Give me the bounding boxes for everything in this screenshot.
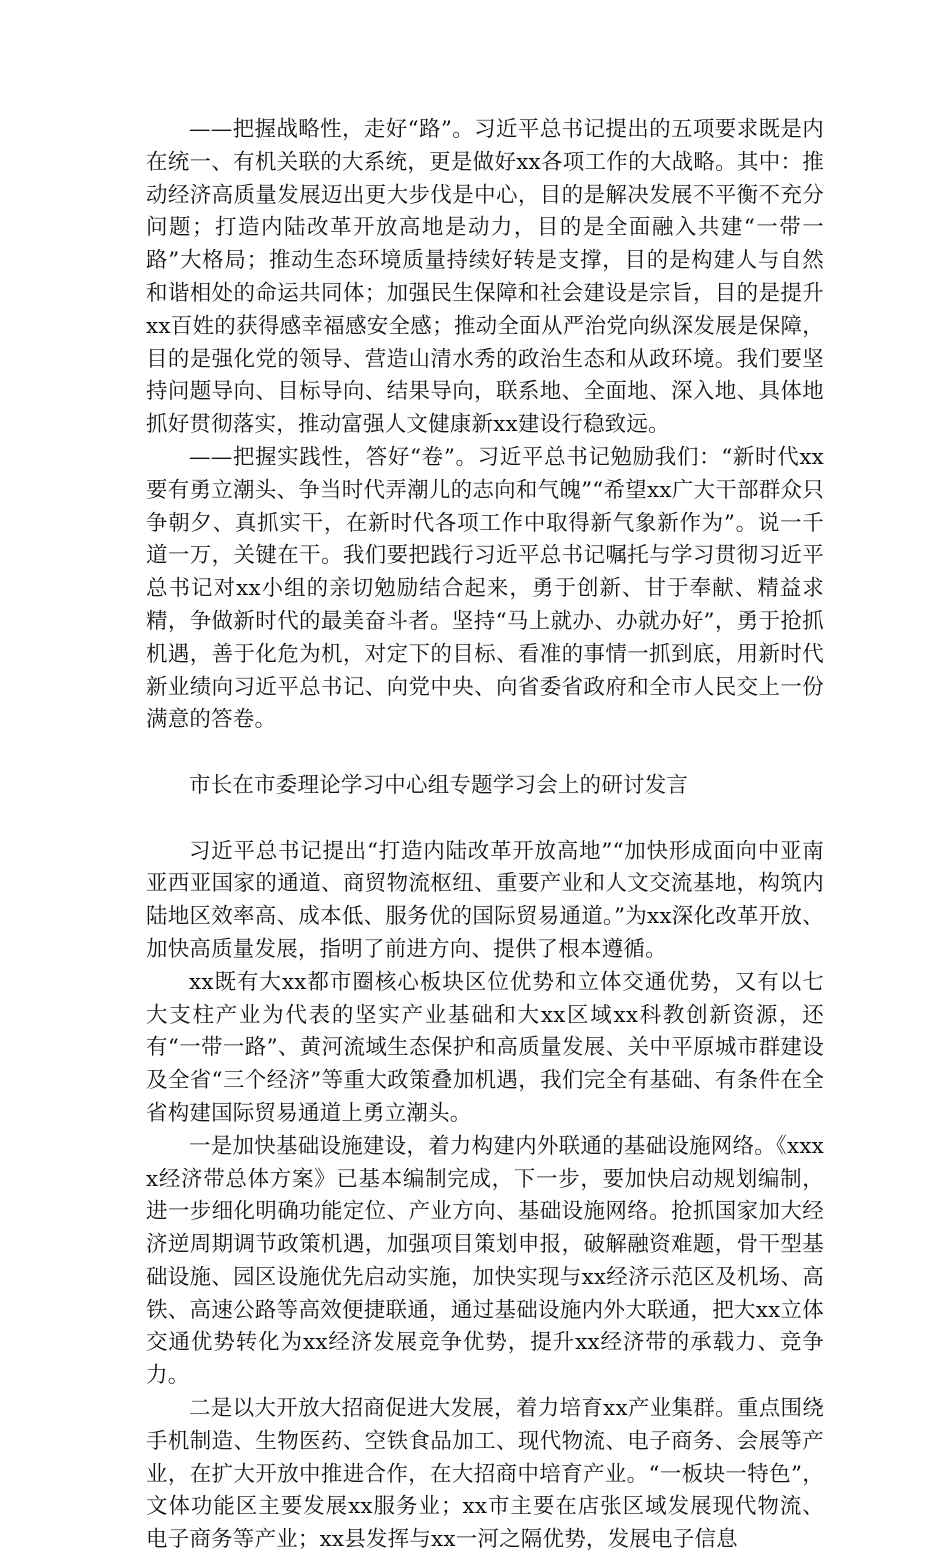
paragraph-strategic: ——把握战略性，走好“路”。习近平总书记提出的五项要求既是内在统一、有机关联的大系统，更是做好xx各项工作的大战略。其中：推动经济高质量发展迈出更大步伐是中心，目的是解决发展不平衡不充分问题；打造内陆改革开放高地是动力，目的是全面融入共建“一带一路”大格局；推动生态环境质量持续好转是支撑，目的是构建人与自然和谐相处的命运共同体；加强民生保障和社会建设是宗旨，目的是提升xx百姓的获得感幸福感安全感；推动全面从严治党向纵深发展是保障，目的是强化党的领导、营造山清水秀的政治生态和从政环境。我们要坚持问题导向、目标导向、结果导向，联系地、全面地、深入地、具体地抓好贯彻落实，推动富强人文健康新xx建设行稳致远。 xyxy=(146,117,824,438)
paragraph-intro: 习近平总书记提出“打造内陆改革开放高地”“加快形成面向中亚南亚西亚国家的通道、商贸物流枢纽、重要产业和人文交流基地，构筑内陆地区效率高、成本低、服务优的国际贸易通道。”为xx深化改革开放、加快高质量发展，指明了前进方向、提供了根本遵循。 xyxy=(146,838,824,962)
paragraph-point-two: 二是以大开放大招商促进大发展，着力培育xx产业集群。重点围绕手机制造、生物医药、空铁食品加工、现代物流、电子商务、会展等产业，在扩大开放中推进合作，在大招商中培育产业。“一板块一特色”，文体功能区主要发展xx服务业；xx市主要在店张区域发展现代物流、电子商务等产业；xx县发挥与xx一河之隔优势，发展电子信息 xyxy=(146,1396,824,1553)
blank-line xyxy=(146,803,824,836)
blank-line xyxy=(146,737,824,770)
paragraph-practical: ——把握实践性，答好“卷”。习近平总书记勉励我们：“新时代xx要有勇立潮头、争当时代弄潮儿的志向和气魄”“希望xx广大干部群众只争朝夕、真抓实干，在新时代各项工作中取得新气象新作为”。说一千道一万，关键在干。我们要把践行习近平总书记嘱托与学习贯彻习近平总书记对xx小组的亲切勉励结合起来，勇于创新、甘于奉献、精益求精，争做新时代的最美奋斗者。坚持“马上就办、办就办好”，勇于抢抓机遇，善于化危为机，对定下的目标、看准的事情一抓到底，用新时代新业绩向习近平总书记、向党中央、向省委省政府和全市人民交上一份满意的答卷。 xyxy=(146,444,824,733)
paragraph-point-one: 一是加快基础设施建设，着力构建内外联通的基础设施网络。《xxxx经济带总体方案》已基本编制完成，下一步，要加快启动规划编制，进一步细化明确功能定位、产业方向、基础设施网络。抢抓国家加大经济逆周期调节政策机遇，加强项目策划申报，破解融资难题，骨干型基础设施、园区设施优先启动实施，加快实现与xx经济示范区及机场、高铁、高速公路等高效便捷联通，通过基础设施内外大联通，把大xx立体交通优势转化为xx经济发展竞争优势，提升xx经济带的承载力、竞争力。 xyxy=(146,1133,824,1389)
section-title: 市长在市委理论学习中心组专题学习会上的研讨发言 xyxy=(189,772,689,798)
paragraph-advantages: xx既有大xx都市圈核心板块区位优势和立体交通优势，又有以七大支柱产业为代表的坚实产业基础和大xx区域xx科教创新资源，还有“一带一路”、黄河流域生态保护和高质量发展、关中平原城市群建设及全省“三个经济”等重大政策叠加机遇，我们完全有基础、有条件在全省构建国际贸易通道上勇立潮头。 xyxy=(146,969,824,1126)
document-body xyxy=(146,114,824,1557)
